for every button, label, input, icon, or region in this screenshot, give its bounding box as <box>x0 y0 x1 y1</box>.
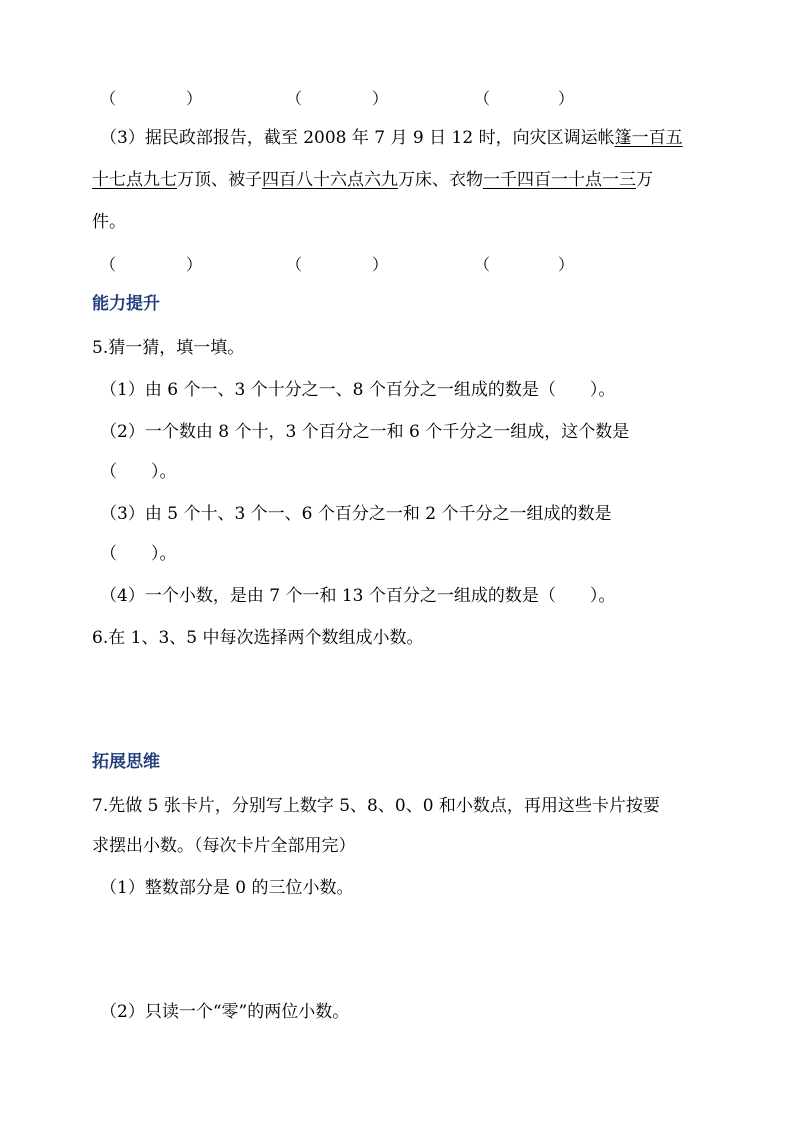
answer-blank-open: （ <box>286 255 303 274</box>
q4-3-line-1 <box>100 126 683 150</box>
q4-3-text: 万 <box>636 170 653 190</box>
answer-row-2 <box>0 252 794 276</box>
section-heading-ability: 能力提升 <box>92 294 160 314</box>
q4-3-text: 万床、衣物 <box>398 170 483 190</box>
q4-3-tent-number: 篷一百五 <box>614 128 683 148</box>
answer-blank-open: （ <box>474 255 491 274</box>
answer-blank-close: ） <box>186 89 203 108</box>
answer-blank-close: ） <box>186 255 203 274</box>
answer-blank-close: ） <box>558 255 575 274</box>
q4-3-text: （3）据民政部报告，截至 2008 年 7 月 9 日 12 时，向灾区调运帐 <box>100 128 615 148</box>
q4-3-text: 万顶、被子 <box>177 170 262 190</box>
section-heading-extend: 拓展思维 <box>92 752 160 772</box>
q5-item-3-blank: （ ）。 <box>100 544 177 564</box>
q7-stem-line-2: 求摆出小数。（每次卡片全部用完） <box>92 836 356 856</box>
q7-item-2: （2）只读一个“零”的两位小数。 <box>100 1002 350 1022</box>
q5-item-2-blank: （ ）。 <box>100 462 177 482</box>
q4-3-line-2 <box>92 168 653 192</box>
q4-3-line-3: 件。 <box>92 212 126 232</box>
q5-item-3: （3）由 5 个十、3 个一、6 个百分之一和 2 个千分之一组成的数是 <box>100 504 612 524</box>
q5-item-4: （4）一个小数，是由 7 个一和 13 个百分之一组成的数是（ ）。 <box>100 586 616 606</box>
q4-3-tent-number-cont: 十七点九七 <box>92 170 177 190</box>
answer-blank-open: （ <box>100 255 117 274</box>
answer-blank-open: （ <box>286 89 303 108</box>
q4-3-quilt-number: 四百八十六点六九 <box>262 170 398 190</box>
q6-stem: 6.在 1、3、5 中每次选择两个数组成小数。 <box>92 628 424 648</box>
q5-item-2: （2）一个数由 8 个十，3 个百分之一和 6 个千分之一组成，这个数是 <box>100 422 630 442</box>
answer-blank-open: （ <box>100 89 117 108</box>
q5-item-1: （1）由 6 个一、3 个十分之一、8 个百分之一组成的数是（ ）。 <box>100 380 616 400</box>
answer-row-1 <box>0 86 794 110</box>
answer-blank-open: （ <box>474 89 491 108</box>
answer-blank-close: ） <box>558 89 575 108</box>
q4-3-clothes-number: 一千四百一十点一三 <box>483 170 636 190</box>
q7-item-1: （1）整数部分是 0 的三位小数。 <box>100 878 354 898</box>
answer-blank-close: ） <box>372 255 389 274</box>
q5-stem: 5.猜一猜，填一填。 <box>92 338 245 358</box>
answer-blank-close: ） <box>372 89 389 108</box>
q7-stem-line-1: 7.先做 5 张卡片，分别写上数字 5、8、0、0 和小数点，再用这些卡片按要 <box>92 796 660 816</box>
